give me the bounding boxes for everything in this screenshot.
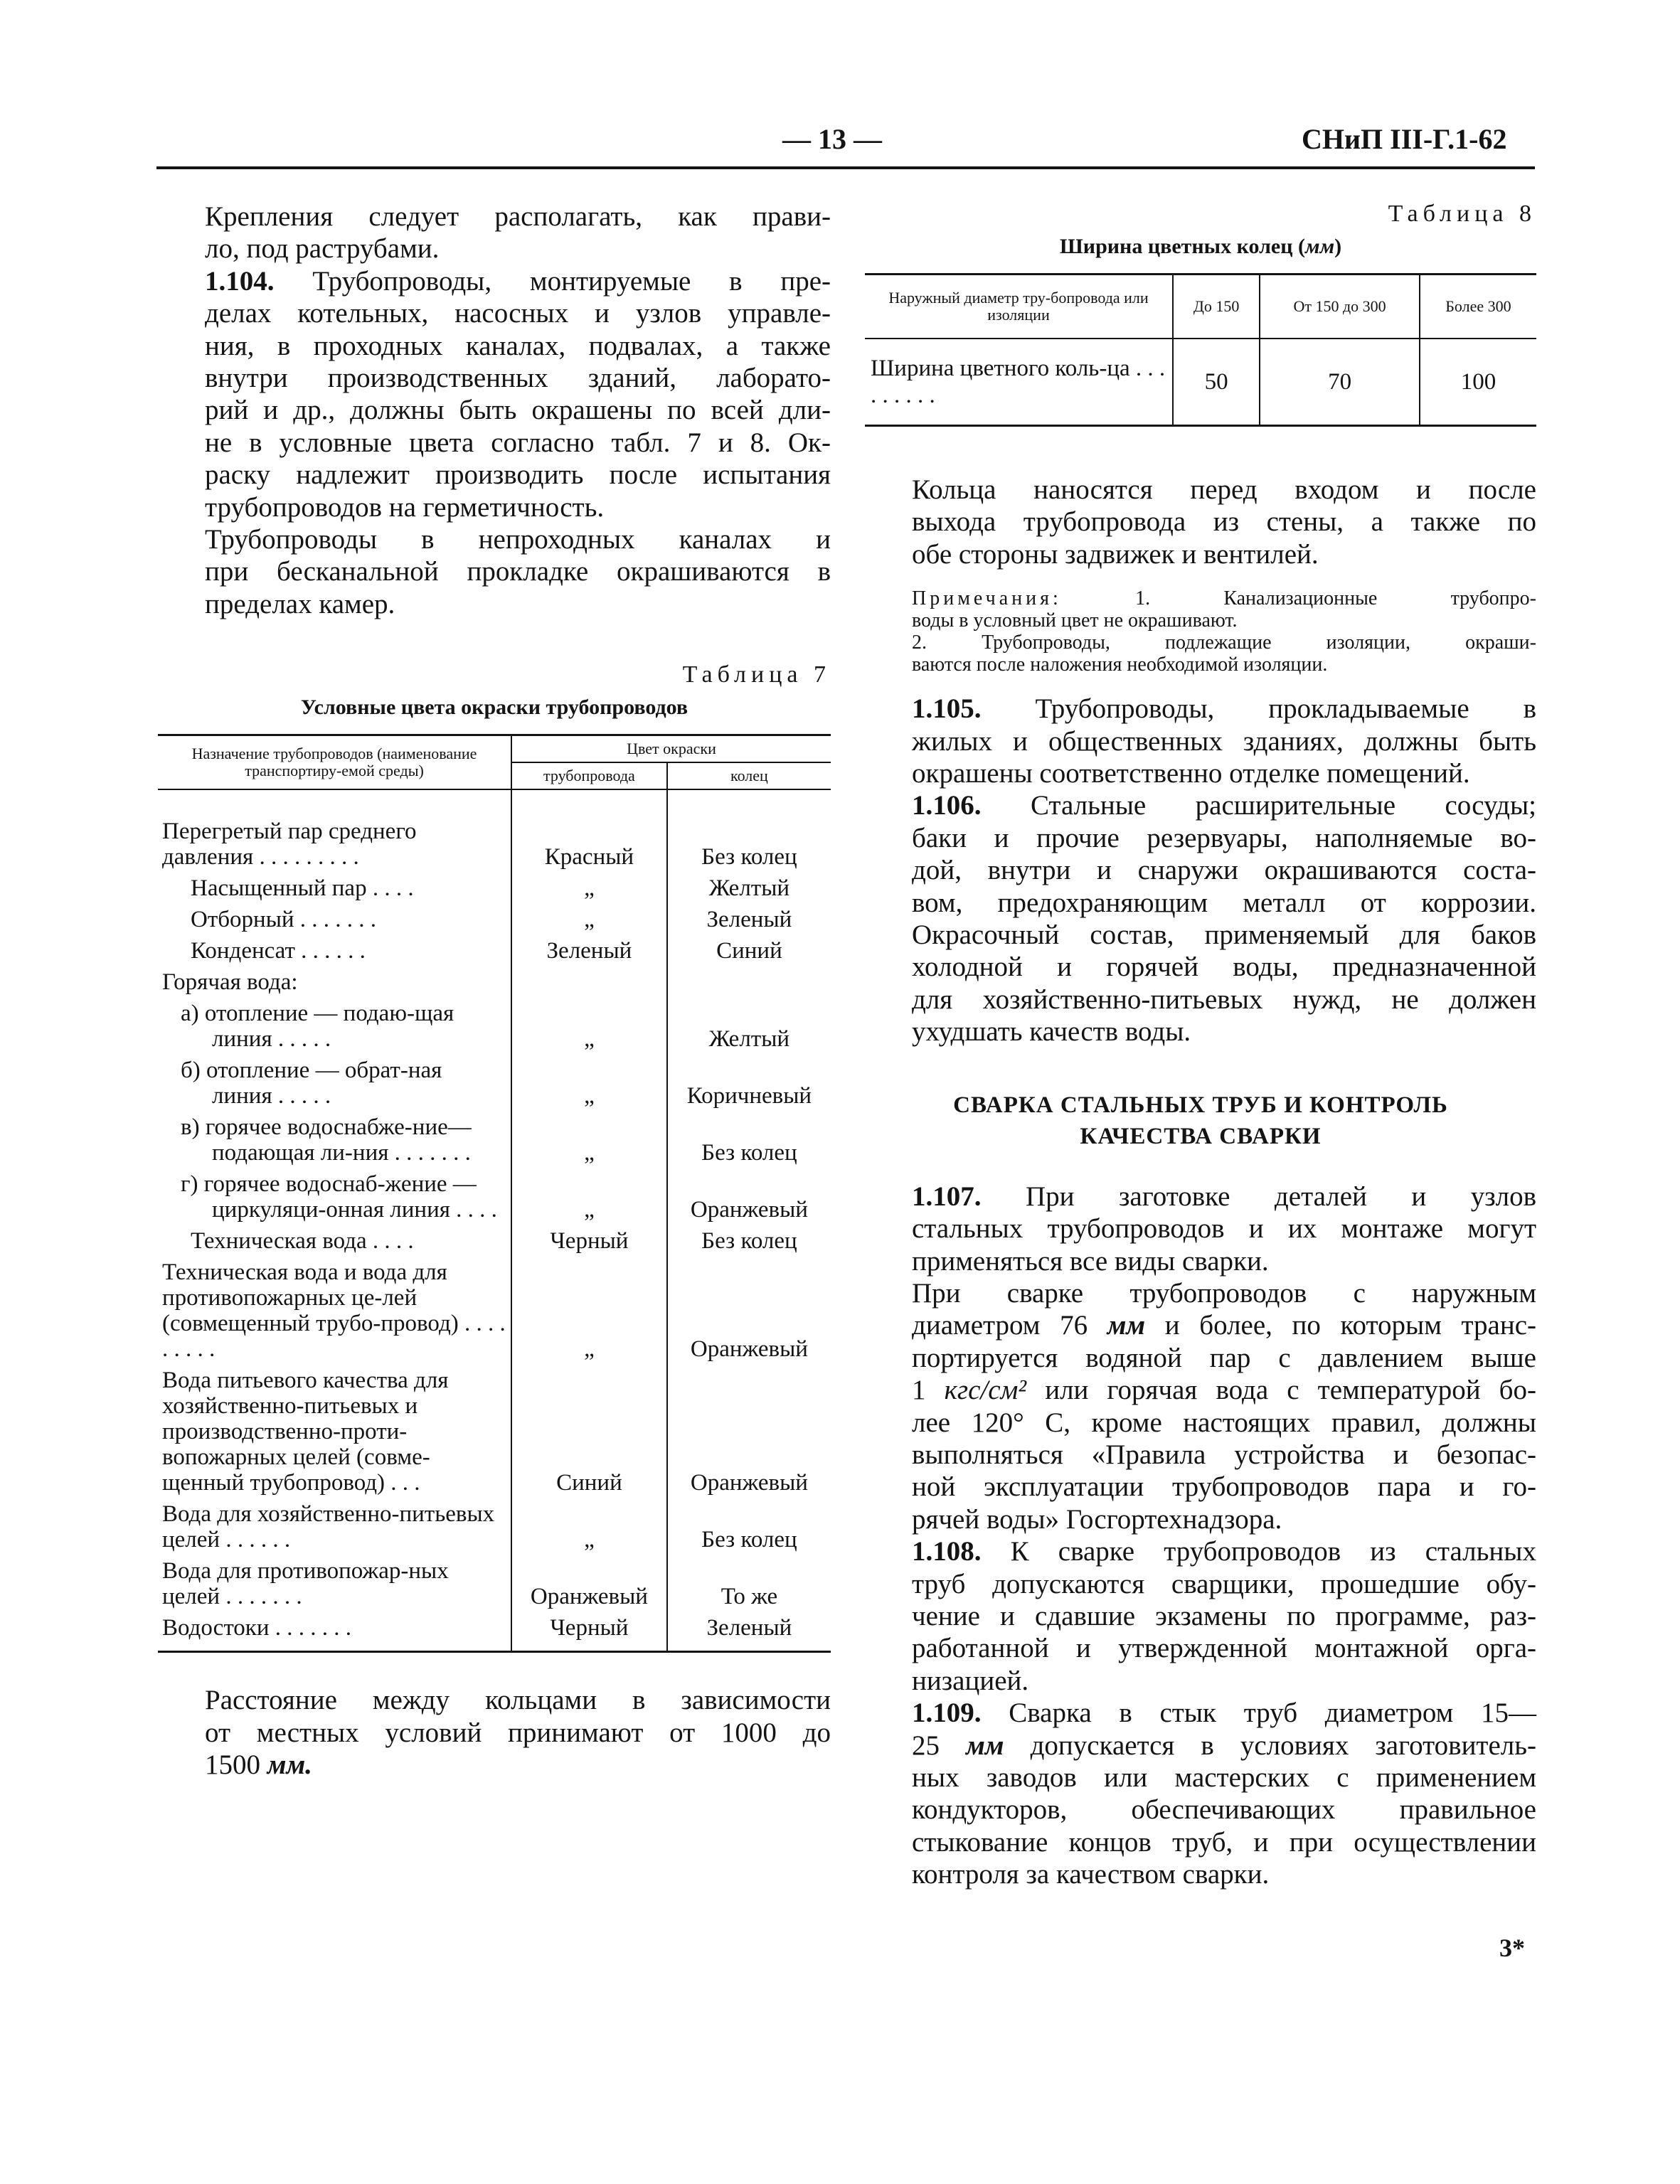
note-2: 2. Трубопроводы, подлежащие изоляции, окраши- ваются после наложения необходимой изоляции.	[912, 632, 1536, 676]
table-row: Вода для противопожар-ных целей . . . . . . . Оранжевый То же	[158, 1555, 831, 1612]
paragraph-1-105: 1.105. Трубопроводы, прокладываемые в жилых и общественных зданиях, должны быть окрашены соответственно отделке помещений.	[912, 693, 1537, 789]
paragraph-fastening: Крепления следует располагать, как прави- ло, под раструбами.	[205, 201, 831, 265]
table-row: Ширина цветного коль-ца . . . . . . . . . 50 70 100	[865, 339, 1536, 426]
clause-number: 1.106.	[912, 790, 982, 821]
paragraph-1-109: 1.109. Сварка в стык труб диаметром 15— 25 мм допускается в условиях заготовитель- ных заводов или мастерских с применением кондукторов, обеспечивающих правильное стыкование концов труб, и при осуществлении контроля за качеством сварки.	[912, 1698, 1537, 1890]
table-row: Отборный . . . . . . . „ Зеленый	[158, 904, 831, 935]
table-row: Водостоки . . . . . . . Черный Зеленый	[158, 1612, 831, 1652]
clause-number: 1.107.	[912, 1181, 982, 1212]
table-row: Вода для хозяйственно-питьевых целей . . . . . . „ Без колец	[158, 1498, 831, 1555]
table-7	[158, 734, 831, 1653]
paragraph-ring-distance: Расстояние между кольцами в зависимости от местных условий принимают от 1000 до 1500 мм.	[205, 1685, 831, 1781]
table-7-header-purpose: Назначение трубопроводов (наименование транспортиру-емой среды)	[158, 735, 511, 790]
paragraph-rings: Кольца наносятся перед входом и после выхода трубопровода из стены, а также по обе стороны задвижек и вентилей.	[912, 474, 1536, 570]
table-row: Горячая вода:	[158, 966, 831, 998]
table-7-header-color: Цвет окраски	[511, 735, 831, 763]
paragraph-welding-rules: При сварке трубопроводов с наружным диаметром 76 мм и более, по которым транс- портируется водяной пар с давлением выше 1 кгс/см² или горячая вода с температурой бо- лее 120° С, кроме настоящих правил, должны выполняться «Правила устройства и безопас- ной эксплуатации трубопроводов пара и го- рячей воды» Госгортехнадзора.	[912, 1277, 1537, 1535]
clause-number: 1.108.	[912, 1536, 982, 1567]
table-8-header-over-300: Более 300	[1420, 275, 1536, 339]
table-8-header-150-300: От 150 до 300	[1260, 275, 1420, 339]
table-row: Техническая вода . . . . Черный Без колец	[158, 1225, 831, 1257]
table-row: Конденсат . . . . . . Зеленый Синий	[158, 935, 831, 966]
table-8-title: Ширина цветных колец (мм)	[1059, 235, 1342, 258]
paragraph-1-104: 1.104. Трубопроводы, монтируемые в пре- делах котельных, насосных и узлов управле- ния, в проходных каналах, подвалах, а также внутри производственных зданий, лаборато- рий и др., должны быть окрашены по всей дли- не в условные цвета согласно табл. 7 и 8. Ок- раску надлежит производить после испытания трубопроводов на герметичность.	[205, 265, 831, 523]
clause-number: 1.104.	[205, 265, 275, 297]
clause-number: 1.109.	[912, 1698, 982, 1729]
table-row: а) отопление — подаю-щая линия . . . . . „ Желтый	[158, 998, 831, 1055]
document-code: СНиП III-Г.1-62	[1302, 123, 1507, 155]
paragraph-channels: Трубопроводы в непроходных каналах и при бесканальной прокладке окрашиваются в пределах камер.	[205, 524, 831, 619]
table-8-header-diameter: Наружный диаметр тру-бопровода или изоляции	[865, 275, 1173, 339]
table-8-header-upto-150: До 150	[1173, 275, 1260, 339]
clause-number: 1.105.	[912, 693, 982, 725]
paragraph-1-107: 1.107. При заготовке деталей и узлов стальных трубопроводов и их монтаже могут применяться все виды сварки.	[912, 1181, 1536, 1277]
signature-mark: 3*	[1499, 1934, 1525, 1962]
table-8	[865, 273, 1536, 427]
note-1: Примечания: 1. Канализационные трубопро- воды в условный цвет не окрашивают.	[912, 587, 1536, 632]
right-column	[865, 201, 1536, 1891]
table-7-header-ring: колец	[667, 762, 831, 789]
section-heading-welding: СВАРКА СТАЛЬНЫХ ТРУБ И КОНТРОЛЬ КАЧЕСТВА СВАРКИ	[953, 1092, 1448, 1149]
table-8-label: Таблица 8	[1388, 201, 1536, 227]
table-7-header-pipe: трубопровода	[511, 762, 667, 789]
table-row: Техническая вода и вода для противопожарных це-лей (совмещенный трубо-провод) . . . . . . . . . „ Оранжевый	[158, 1257, 831, 1365]
header-rule	[156, 166, 1535, 169]
table-row: г) горячее водоснаб-жение — циркуляци-онная линия . . . . „ Оранжевый	[158, 1168, 831, 1225]
table-7-title: Условные цвета окраски трубопроводов	[300, 696, 689, 720]
paragraph-1-106: 1.106. Стальные расширительные сосуды; баки и прочие резервуары, наполняемые во- дой, внутри и снаружи окрашиваются соста- вом, предохраняющим металл от коррозии. Окрасочный состав, применяемый для баков холодной и горячей воды, предназначенной для хозяйственно-питьевых нужд, не должен ухудшать качеств воды.	[912, 790, 1536, 1048]
table-row: Вода питьевого качества для хозяйственно-питьевых и производственно-проти-вопожарных целей (совме-щенный трубопровод) . . . Синий Оранжевый	[158, 1365, 831, 1498]
table-row: б) отопление — обрат-ная линия . . . . . „ Коричневый	[158, 1055, 831, 1112]
table-row: Перегретый пар среднего давления . . . . . . . . . Красный Без колец	[158, 789, 831, 873]
page-number: — 13 —	[782, 123, 882, 155]
left-column	[158, 201, 831, 1781]
table-row: в) горячее водоснабже-ние—подающая ли-ния . . . . . . . „ Без колец	[158, 1112, 831, 1168]
table-7-label: Таблица 7	[682, 661, 831, 688]
paragraph-1-108: 1.108. К сварке трубопроводов из стальных труб допускаются сварщики, прошедшие обу- чение и сдавшие экзамены по программе, раз- работанной и утвержденной монтажной орга- низацией.	[912, 1536, 1537, 1696]
table-row: Насыщенный пар . . . . „ Желтый	[158, 873, 831, 904]
